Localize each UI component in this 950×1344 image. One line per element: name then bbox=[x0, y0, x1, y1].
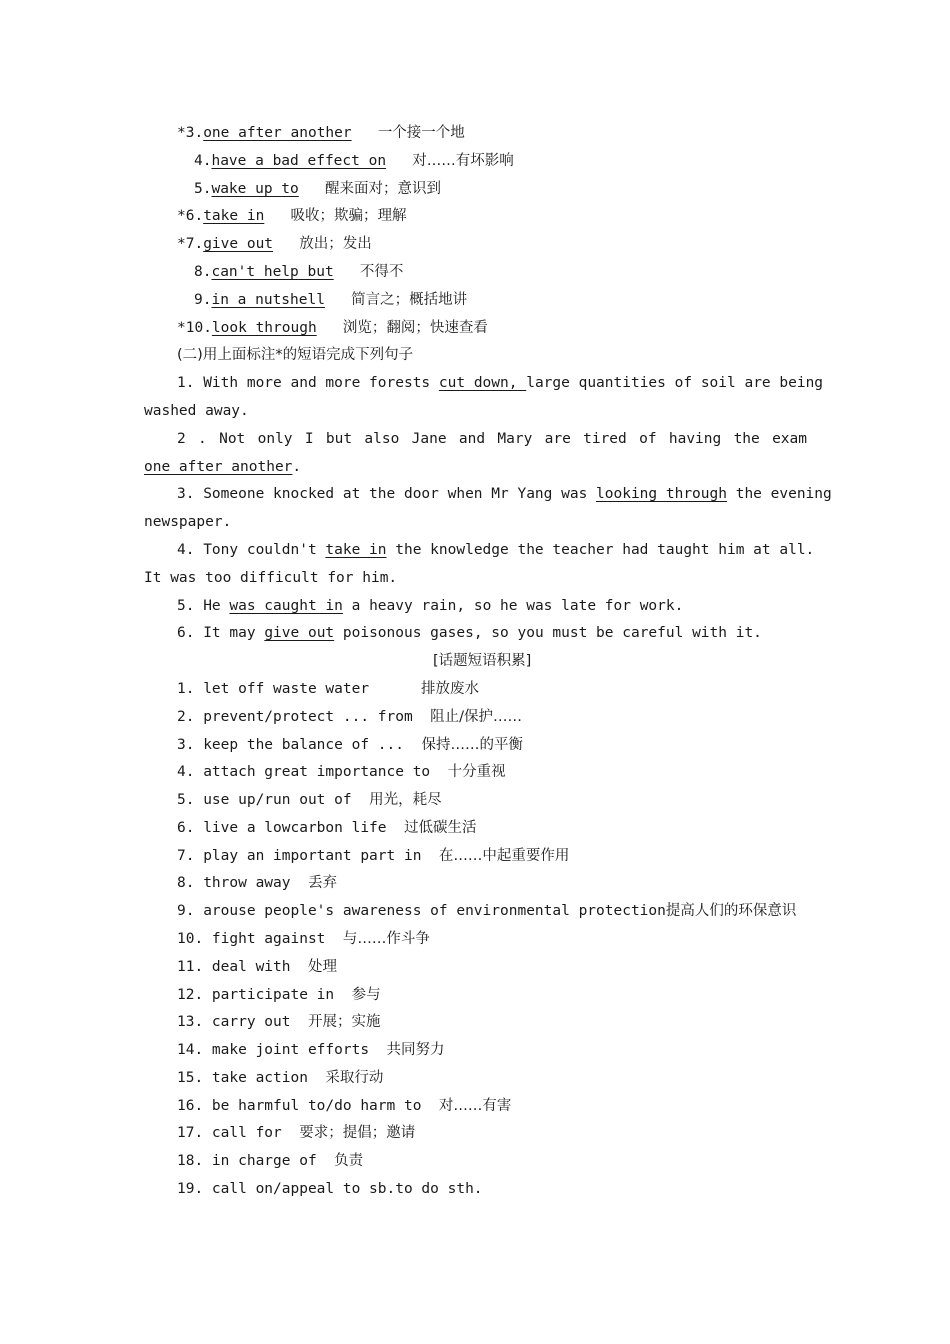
exercise-sentence: 2 . Not only I but also Jane and Mary are tired of having the exam bbox=[177, 431, 807, 447]
exercise-sentence: 1. With more and more forests cut down, large quantities of soil are being bbox=[177, 375, 824, 391]
topic-phrase: 2. prevent/protect ... from 阻止/保护…… bbox=[177, 709, 523, 725]
topic-phrase: 7. play an important part in 在……中起重要作用 bbox=[177, 848, 570, 864]
exercise-sentence: 4. Tony couldn't take in the knowledge the teacher had taught him at all. bbox=[177, 542, 815, 558]
phrase-meaning: 简言之；概括地讲 bbox=[351, 292, 468, 308]
phrase-meaning: 浏览；翻阅；快速查看 bbox=[342, 320, 488, 336]
topic-phrase: 16. be harmful to/do harm to 对……有害 bbox=[177, 1098, 512, 1114]
exercise-sentence: 3. Someone knocked at the door when Mr Yang was looking through the evening bbox=[177, 486, 832, 502]
topic-phrase: 14. make joint efforts 共同努力 bbox=[177, 1042, 445, 1058]
phrase-item: *3.one after another 一个接一个地 bbox=[177, 125, 465, 141]
phrase-item: *10.look through 浏览；翻阅；快速查看 bbox=[177, 320, 488, 336]
exercise-sentence-cont: It was too difficult for him. bbox=[144, 570, 398, 586]
topic-phrase: 13. carry out 开展；实施 bbox=[177, 1014, 381, 1030]
phrase-item: 5.wake up to 醒来面对；意识到 bbox=[194, 181, 441, 197]
phrase-answer: look through bbox=[211, 320, 317, 336]
phrase-answer: in a nutshell bbox=[211, 292, 325, 308]
topic-phrase: 9. arouse people's awareness of environmental protection提高人们的环保意识 bbox=[177, 903, 797, 919]
phrase-meaning: 对……有坏影响 bbox=[412, 153, 514, 169]
topic-phrase: 1. let off waste water 排放废水 bbox=[177, 681, 479, 697]
phrase-item: 9.in a nutshell 简言之；概括地讲 bbox=[194, 292, 468, 308]
phrase-answer: have a bad effect on bbox=[211, 153, 387, 169]
phrase-answer: one after another bbox=[203, 125, 352, 141]
topic-phrase: 6. live a lowcarbon life 过低碳生活 bbox=[177, 820, 477, 836]
topic-heading: [话题短语积累] bbox=[433, 653, 532, 669]
topic-phrase: 17. call for 要求；提倡；邀请 bbox=[177, 1125, 416, 1141]
topic-phrase: 19. call on/appeal to sb.to do sth. bbox=[177, 1181, 483, 1197]
topic-phrase: 10. fight against 与……作斗争 bbox=[177, 931, 430, 947]
topic-phrase: 5. use up/run out of 用光，耗尽 bbox=[177, 792, 442, 808]
phrase-answer: wake up to bbox=[211, 181, 299, 197]
topic-phrase: 3. keep the balance of ... 保持……的平衡 bbox=[177, 737, 523, 753]
phrase-item: *6.take in 吸收；欺骗；理解 bbox=[177, 208, 407, 224]
exercise-sentence-cont: newspaper. bbox=[144, 514, 232, 530]
topic-phrase: 12. participate in 参与 bbox=[177, 987, 381, 1003]
phrase-meaning: 吸收；欺骗；理解 bbox=[290, 208, 407, 224]
phrase-meaning: 一个接一个地 bbox=[377, 125, 465, 141]
topic-phrase: 11. deal with 处理 bbox=[177, 959, 337, 975]
phrase-answer: take in bbox=[203, 208, 265, 224]
exercise-sentence: 5. He was caught in a heavy rain, so he was late for work. bbox=[177, 598, 684, 614]
topic-phrase: 15. take action 采取行动 bbox=[177, 1070, 384, 1086]
exercise-answer: looking through bbox=[596, 486, 727, 502]
exercise-answer: cut down, bbox=[438, 375, 527, 391]
phrase-meaning: 放出；发出 bbox=[299, 236, 372, 252]
exercise-sentence: 6. It may give out poisonous gases, so you must be careful with it. bbox=[177, 625, 762, 641]
exercise-answer: take in bbox=[325, 542, 387, 558]
exercise-answer: give out bbox=[264, 625, 335, 641]
exercise-sentence-cont: washed away. bbox=[144, 403, 249, 419]
phrase-answer: can't help but bbox=[211, 264, 334, 280]
phrase-meaning: 醒来面对；意识到 bbox=[324, 181, 441, 197]
exercise-answer: one after another bbox=[144, 459, 293, 475]
exercise-sentence-cont: one after another. bbox=[144, 459, 302, 475]
phrase-item: 4.have a bad effect on 对……有坏影响 bbox=[194, 153, 514, 169]
topic-phrase: 4. attach great importance to 十分重视 bbox=[177, 764, 506, 780]
topic-phrase: 8. throw away 丢弃 bbox=[177, 875, 337, 891]
section-heading: (二)用上面标注*的短语完成下列句子 bbox=[177, 347, 414, 363]
phrase-answer: give out bbox=[203, 236, 274, 252]
phrase-item: 8.can't help but 不得不 bbox=[194, 264, 404, 280]
topic-phrase: 18. in charge of 负责 bbox=[177, 1153, 364, 1169]
phrase-meaning: 不得不 bbox=[359, 264, 404, 280]
phrase-item: *7.give out 放出；发出 bbox=[177, 236, 372, 252]
exercise-answer: was caught in bbox=[229, 598, 343, 614]
